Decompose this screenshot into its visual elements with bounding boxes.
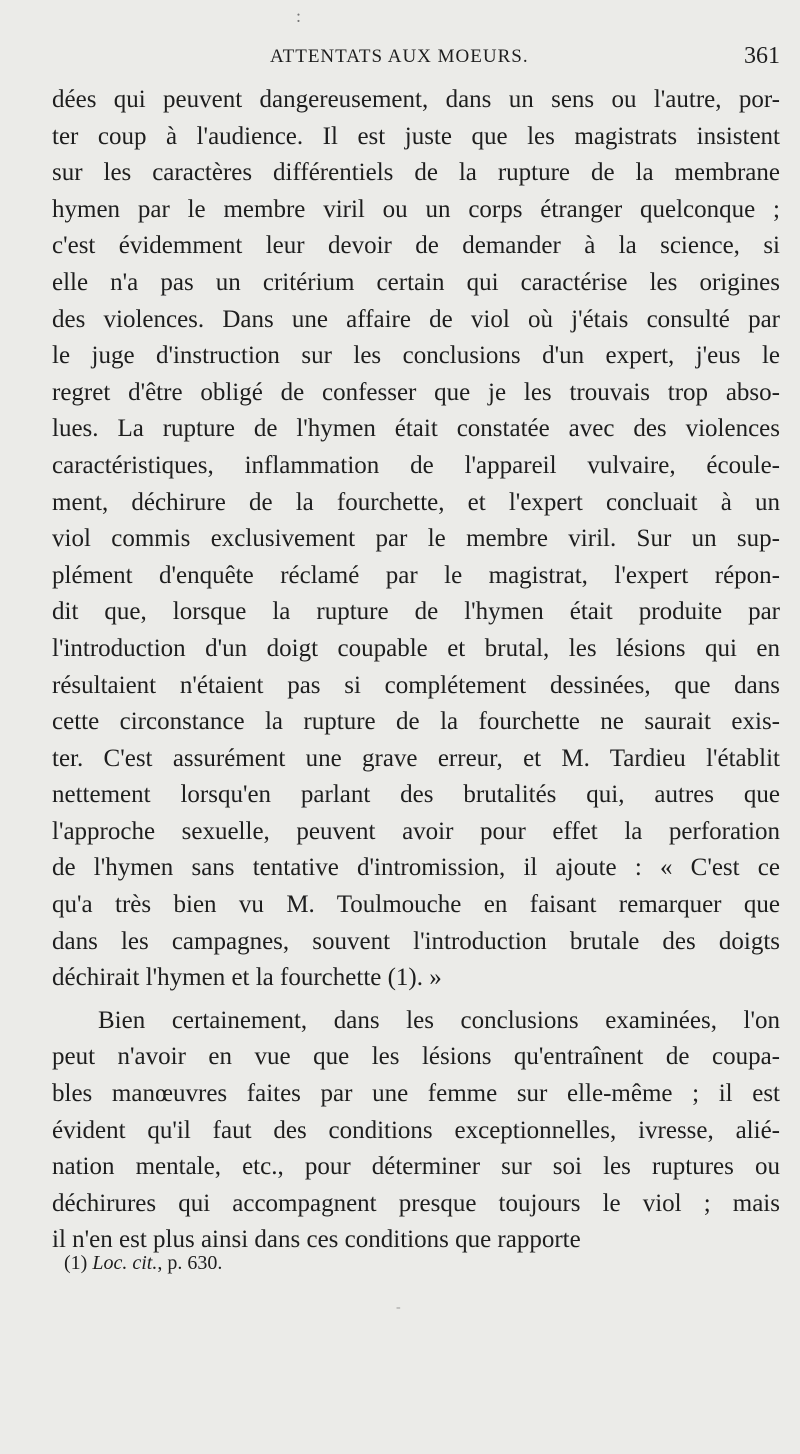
- text-line: plément d'enquête réclamé par le magistrat, l'expert répon-: [52, 561, 780, 589]
- bottom-mark: -: [396, 1300, 401, 1315]
- text-line: ter coup à l'audience. Il est juste que les magistrats insistent: [52, 122, 780, 150]
- text-line: elle n'a pas un critérium certain qui caractérise les origines: [52, 268, 780, 296]
- text-line: hymen par le membre viril ou un corps étranger quelconque ;: [52, 195, 780, 223]
- page-number: 361: [744, 43, 780, 69]
- text-line: dit que, lorsque la rupture de l'hymen était produite par: [52, 598, 780, 626]
- text-line: sur les caractères différentiels de la rupture de la membrane: [52, 159, 780, 187]
- text-line: lues. La rupture de l'hymen était constatée avec des violences: [52, 415, 780, 443]
- text-line: peut n'avoir en vue que les lésions qu'entraînent de coupa-: [52, 1043, 780, 1071]
- text-line: cette circonstance la rupture de la fourchette ne saurait exis-: [52, 708, 780, 736]
- body-text: [52, 82, 780, 1259]
- text-line: nettement lorsqu'en parlant des brutalités qui, autres que: [52, 781, 780, 809]
- running-head: [52, 43, 780, 72]
- footnote: [64, 1252, 222, 1275]
- text-line: déchirait l'hymen et la fourchette (1). »: [52, 964, 442, 992]
- text-line: l'introduction d'un doigt coupable et brutal, les lésions qui en: [52, 634, 780, 662]
- text-line: des violences. Dans une affaire de viol où j'étais consulté par: [52, 305, 780, 333]
- paragraph-1: [52, 82, 780, 997]
- text-line: viol commis exclusivement par le membre viril. Sur un sup-: [52, 525, 780, 553]
- text-line: ment, déchirure de la fourchette, et l'expert concluait à un: [52, 488, 780, 516]
- text-line: Bien certainement, dans les conclusions examinées, l'on: [98, 1006, 780, 1034]
- footnote-page-ref: , p. 630.: [157, 1252, 223, 1274]
- text-line: l'approche sexuelle, peuvent avoir pour effet la perforation: [52, 817, 780, 845]
- text-line: de l'hymen sans tentative d'intromission, il ajoute : « C'est ce: [52, 854, 780, 882]
- footnote-marker: (1): [64, 1252, 88, 1274]
- running-title: ATTENTATS AUX MOEURS.: [270, 46, 529, 67]
- text-line: dans les campagnes, souvent l'introduction brutale des doigts: [52, 927, 780, 955]
- text-line: le juge d'instruction sur les conclusions d'un expert, j'eus le: [52, 342, 780, 370]
- text-line: évident qu'il faut des conditions exceptionnelles, ivresse, alié-: [52, 1116, 780, 1144]
- text-line: caractéristiques, inflammation de l'appareil vulvaire, écoule-: [52, 451, 780, 479]
- text-line: bles manœuvres faites par une femme sur elle-même ; il est: [52, 1080, 780, 1108]
- text-line: résultaient n'étaient pas si complétement dessinées, que dans: [52, 671, 780, 699]
- text-line: qu'a très bien vu M. Toulmouche en faisant remarquer que: [52, 891, 780, 919]
- text-line: nation mentale, etc., pour déterminer sur soi les ruptures ou: [52, 1153, 780, 1181]
- footnote-citation: Loc. cit.: [92, 1252, 158, 1274]
- text-line: il n'en est plus ainsi dans ces conditions que rapporte: [52, 1226, 581, 1254]
- top-mark: :: [296, 6, 302, 26]
- text-line: dées qui peuvent dangereusement, dans un sens ou l'autre, por-: [52, 86, 780, 113]
- text-line: c'est évidemment leur devoir de demander à la science, si: [52, 232, 780, 260]
- paragraph-2: [52, 1003, 780, 1259]
- text-line: ter. C'est assurément une grave erreur, et M. Tardieu l'établit: [52, 744, 780, 772]
- text-line: déchirures qui accompagnent presque toujours le viol ; mais: [52, 1189, 780, 1217]
- text-line: regret d'être obligé de confesser que je les trouvais trop abso-: [52, 378, 780, 406]
